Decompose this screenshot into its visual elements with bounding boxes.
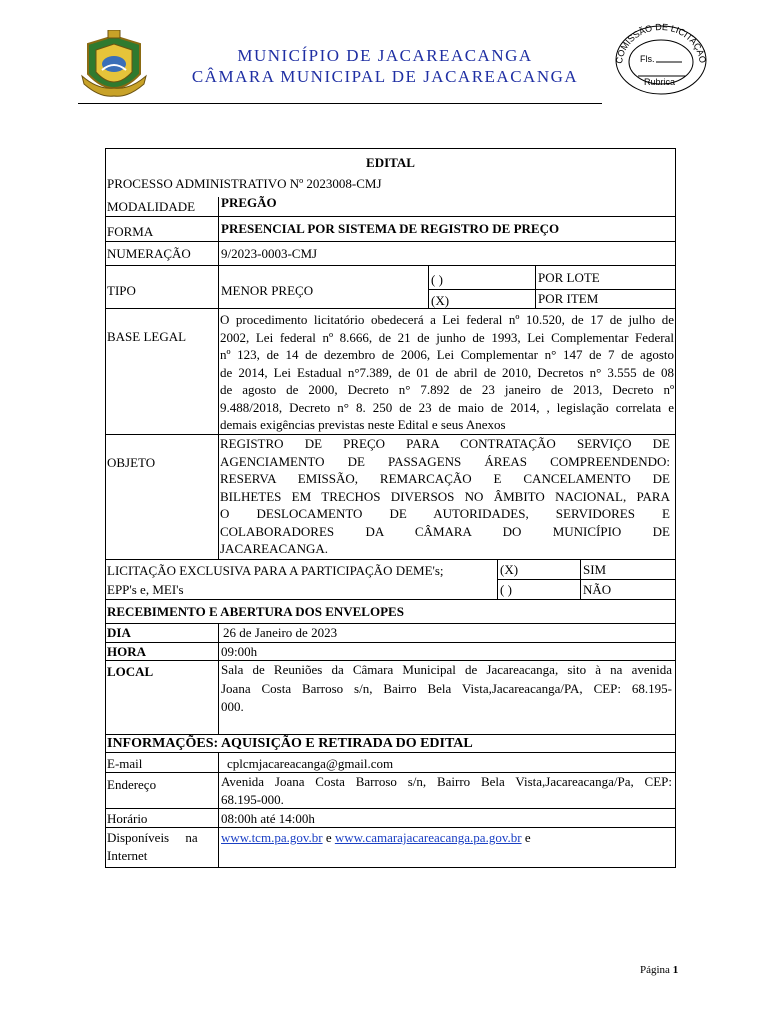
hora-value: 09:00h xyxy=(221,644,258,659)
local-line: 000. xyxy=(221,699,244,714)
base-legal-line: 2002, Lei federal nº 8.666, de 21 de junho de 1993, Lei Complementar Federal xyxy=(220,329,674,345)
tipo-value: MENOR PREÇO xyxy=(221,283,314,298)
rule-after-informacoes-heading xyxy=(105,752,676,753)
tcm-website-link[interactable]: www.tcm.pa.gov.br xyxy=(221,830,323,845)
rule-after-objeto xyxy=(105,559,676,560)
column-divider-exclusiva-marks xyxy=(497,559,498,599)
disponiveis-label-line1: Disponíveis na xyxy=(107,830,198,845)
endereco-line: 68.195-000. xyxy=(221,792,284,807)
column-divider-informacoes xyxy=(218,752,219,867)
exclusiva-option-sim-mark: (X) xyxy=(500,562,519,577)
tipo-option-item-label: POR ITEM xyxy=(538,291,599,306)
header-divider xyxy=(78,103,602,104)
numeracao-label: NUMERAÇÃO xyxy=(107,246,191,261)
informacoes-heading: INFORMAÇÕES: AQUISIÇÃO E RETIRADA DO EDITAL xyxy=(107,736,473,751)
column-divider-tipo-marks xyxy=(428,265,429,308)
objeto-line: BILHETES EM TRECHOS DIVERSOS NO ÂMBITO NACIONAL, PARA xyxy=(220,488,670,504)
municipality-title: MUNICÍPIO DE JACAREACANGA xyxy=(237,46,533,65)
column-divider-upper xyxy=(218,197,219,559)
endereco-label: Endereço xyxy=(107,777,157,792)
page-number-value: 1 xyxy=(672,964,679,976)
page-number xyxy=(640,962,678,979)
local-line: Sala de Reuniões da Câmara Municipal de Jacareacanga, sito à na avenida xyxy=(221,662,672,677)
rule-after-exclusiva xyxy=(105,599,676,600)
hora-label: HORA xyxy=(107,644,146,659)
rule-after-numeracao xyxy=(105,265,676,266)
base-legal-line: de agosto de 2000, Decreto n° 7.892 de 23 janeiro de 2013, Decreto nº xyxy=(220,382,674,397)
rule-after-horario xyxy=(105,827,676,828)
processo-number: PROCESSO ADMINISTRATIVO Nº 2023008-CMJ xyxy=(107,176,382,191)
column-divider-exclusiva-labels xyxy=(580,559,581,599)
local-line: Joana Costa Barroso s/n, Bairro Bela Vista,Jacareacanga/PA, CEP: 68.195- xyxy=(221,680,672,696)
base-legal-line: nº 123, de 14 de dezembro de 2006, Lei Complementar n° 147 de 7 de agosto xyxy=(220,347,674,362)
base-legal-line: O procedimento licitatório obedecerá a Lei federal nº 10.520, de 17 de julho de xyxy=(220,312,674,327)
objeto-line: RESERVA EMISSÃO, REMARCAÇÃO E CANCELAMENTO DE xyxy=(220,471,670,486)
forma-value: PRESENCIAL POR SISTEMA DE REGISTRO DE PREÇO xyxy=(221,221,560,236)
tipo-option-lote-label: POR LOTE xyxy=(538,270,600,285)
rule-after-forma xyxy=(105,241,676,242)
email-label: E-mail xyxy=(107,756,143,771)
rule-form-bottom xyxy=(105,867,676,868)
dia-label: DIA xyxy=(107,625,131,640)
exclusiva-option-nao-label: NÃO xyxy=(583,582,612,597)
modalidade-label: MODALIDADE xyxy=(107,199,196,214)
disponiveis-label-line2: Internet xyxy=(107,848,148,863)
svg-text:COMISSÃO DE LICITAÇÃO xyxy=(614,22,708,64)
rule-after-modalidade xyxy=(105,216,676,217)
edital-title: EDITAL xyxy=(366,155,415,170)
modalidade-value: PREGÃO xyxy=(221,195,277,210)
municipal-crest-logo xyxy=(78,30,150,104)
rule-after-tipo xyxy=(105,308,676,309)
objeto-line: AGENCIAMENTO DE PASSAGENS ÁREAS COMPREENDENDO: xyxy=(220,453,670,469)
horario-value: 08:00h até 14:00h xyxy=(221,811,315,826)
horario-label: Horário xyxy=(107,811,148,826)
rule-after-dia xyxy=(105,642,676,643)
email-value[interactable]: cplcmjacareacanga@gmail.com xyxy=(227,756,394,771)
base-legal-line: demais exigências previstas neste Edital e seus Anexos xyxy=(220,417,506,432)
exclusiva-option-nao-mark: ( ) xyxy=(500,582,512,597)
numeracao-value: 9/2023-0003-CMJ xyxy=(221,246,318,261)
stamp-fls-label: Fls. xyxy=(640,54,655,64)
disponiveis-links xyxy=(221,829,531,846)
base-legal-line: 9.488/2018, Decreto n° 8. 250 de 23 de maio de 2014, , legislação correlata e xyxy=(220,399,674,415)
objeto-line: JACAREACANGA. xyxy=(220,541,328,556)
page-label: Página xyxy=(640,964,670,976)
rule-between-exclusiva-options xyxy=(497,579,676,580)
objeto-line: REGISTRO DE PREÇO PARA CONTRATAÇÃO SERVIÇO DE xyxy=(220,436,670,451)
objeto-label: OBJETO xyxy=(107,455,156,470)
dia-value: 26 de Janeiro de 2023 xyxy=(223,625,338,640)
exclusiva-text-line2: EPP's e, MEI's xyxy=(107,582,184,597)
stamp-rubrica-label: Rubrica xyxy=(644,77,676,87)
objeto-line: O DESLOCAMENTO DE AUTORIDADES, SERVIDORES E xyxy=(220,506,670,521)
links-suffix: e xyxy=(521,830,531,845)
column-divider-recebimento xyxy=(218,623,219,734)
tipo-option-lote-mark: ( ) xyxy=(431,272,443,287)
rule-after-recebimento-heading xyxy=(105,623,676,624)
objeto-line: COLABORADORES DA CÂMARA DO MUNICÍPIO DE xyxy=(220,523,670,539)
links-connector: e xyxy=(322,830,335,845)
exclusiva-option-sim-label: SIM xyxy=(583,562,607,577)
recebimento-heading: RECEBIMENTO E ABERTURA DOS ENVELOPES xyxy=(107,604,404,619)
camara-website-link[interactable]: www.camarajacareacanga.pa.gov.br xyxy=(334,830,522,845)
endereco-line: Avenida Joana Costa Barroso s/n, Bairro Bela Vista,Jacareacanga/Pa, CEP: xyxy=(221,774,672,789)
base-legal-line: de 2014, Lei Estadual n°7.389, de 01 de abril de 2010, Decretos n° 3.555 de 08 xyxy=(220,364,674,380)
licitacao-commission-stamp xyxy=(612,20,710,96)
stamp-ring-text: COMISSÃO DE LICITAÇÃO xyxy=(613,21,708,65)
chamber-title: CÂMARA MUNICIPAL DE JACAREACANGA xyxy=(191,67,579,86)
base-legal-label: BASE LEGAL xyxy=(107,329,187,344)
local-label: LOCAL xyxy=(107,664,154,679)
tipo-label: TIPO xyxy=(107,283,136,298)
exclusiva-text-line1: LICITAÇÃO EXCLUSIVA PARA A PARTICIPAÇÃO DEME's; xyxy=(107,563,444,578)
forma-label: FORMA xyxy=(107,224,154,239)
column-divider-tipo-labels xyxy=(535,265,536,308)
tipo-option-item-mark: (X) xyxy=(431,293,450,308)
